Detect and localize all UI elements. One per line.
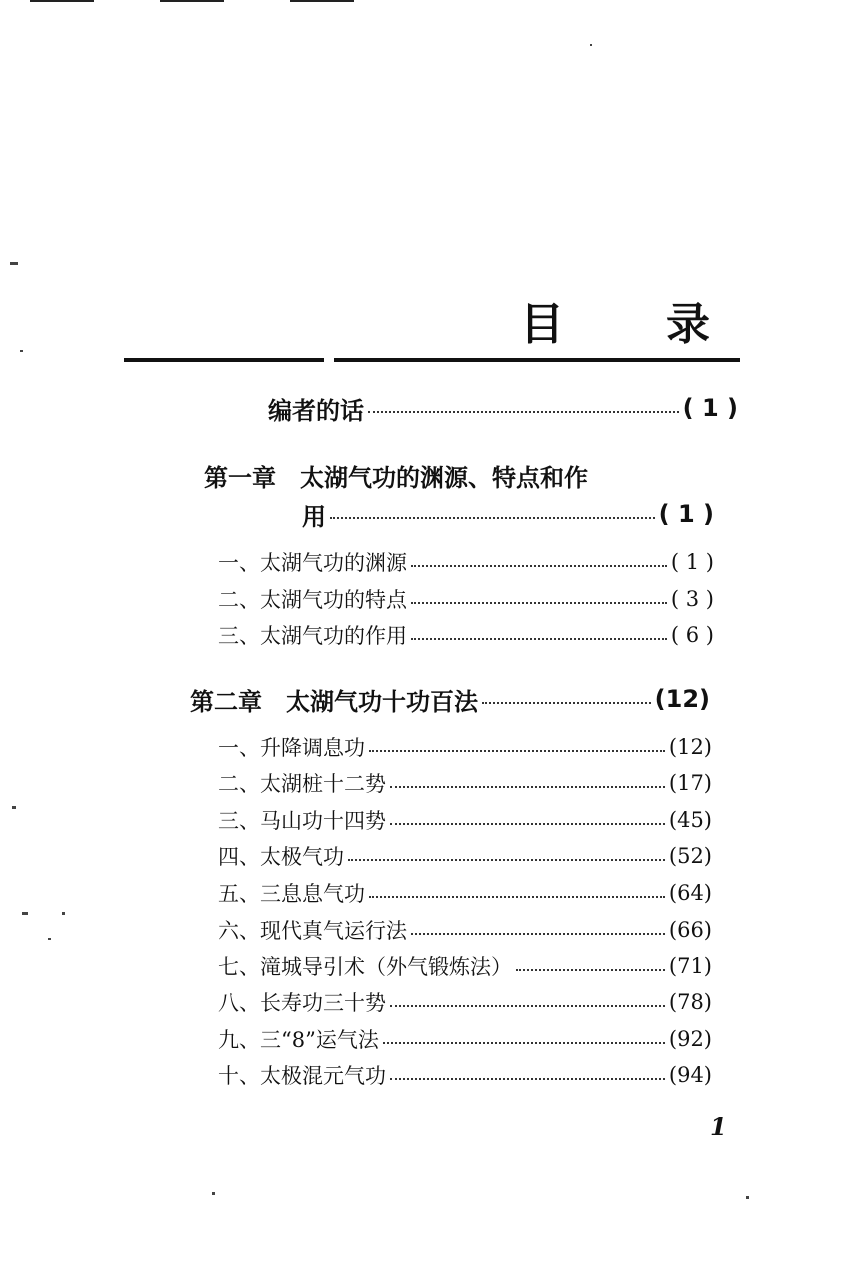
- leader-dots: [390, 1078, 665, 1080]
- title-char-1: 目: [520, 299, 564, 350]
- toc-entry: [218, 1023, 712, 1055]
- toc-entry: [218, 619, 714, 651]
- toc-label: 用: [302, 502, 326, 531]
- leader-dots: [390, 786, 665, 788]
- leader-dots: [369, 750, 665, 752]
- toc-label: 一、升降调息功: [218, 736, 365, 760]
- toc-label: 十、太极混元气功: [218, 1064, 386, 1088]
- leader-dots: [411, 933, 665, 935]
- toc-entry: [218, 877, 712, 909]
- toc-label: 编者的话: [268, 396, 364, 425]
- toc-page: ( 3 ): [670, 587, 714, 611]
- leader-dots: [390, 1005, 665, 1007]
- toc-label: 九、三“8”运气法: [218, 1028, 379, 1052]
- page-number: 1: [710, 1112, 727, 1141]
- scan-speck: [20, 350, 23, 352]
- top-rule-fragment: [290, 0, 354, 2]
- toc-entry: [218, 1059, 712, 1091]
- toc-label: 六、现代真气运行法: [218, 919, 407, 943]
- toc-page: (12): [654, 685, 710, 713]
- leader-dots: [482, 702, 651, 704]
- toc-page: (71): [668, 954, 712, 978]
- toc-entry: [218, 986, 712, 1018]
- toc-entry: [218, 583, 714, 615]
- scan-speck: [12, 806, 16, 809]
- toc-label: 八、长寿功三十势: [218, 991, 386, 1015]
- toc-page: (12): [668, 735, 712, 759]
- toc-page: ( 1 ): [670, 550, 714, 574]
- scan-speck: [590, 44, 592, 46]
- toc-page: ( 6 ): [670, 623, 714, 647]
- toc-label: 五、三息息气功: [218, 882, 365, 906]
- leader-dots: [411, 602, 667, 604]
- toc-label: 二、太湖气功的特点: [218, 588, 407, 612]
- title-char-2: 录: [666, 299, 710, 350]
- toc-label: 四、太极气功: [218, 845, 344, 869]
- toc-entry: [218, 840, 712, 872]
- toc-entry: [218, 804, 712, 836]
- toc-page: (45): [668, 808, 712, 832]
- title-rule: [124, 358, 740, 362]
- leader-dots: [383, 1042, 665, 1044]
- leader-dots: [369, 896, 665, 898]
- page-title: [520, 288, 710, 348]
- toc-page: ( 1 ): [682, 394, 738, 422]
- scan-speck: [10, 262, 18, 265]
- toc-entry-preface: [268, 392, 738, 424]
- chapter-2-title: 第二章 太湖气功十功百法: [190, 687, 478, 716]
- leader-dots: [368, 411, 679, 413]
- top-rule-fragment: [30, 0, 94, 2]
- scan-speck: [48, 938, 51, 940]
- scan-speck: [22, 912, 28, 915]
- toc-entry: [218, 914, 712, 946]
- toc-page: (92): [668, 1027, 712, 1051]
- toc-entry: [218, 767, 712, 799]
- toc-page: ( 1 ): [658, 500, 714, 528]
- scan-speck: [212, 1192, 215, 1195]
- leader-dots: [516, 969, 665, 971]
- toc-label: 七、滝城导引术（外气锻炼法）: [218, 955, 512, 979]
- leader-dots: [330, 517, 655, 519]
- toc-page: (66): [668, 918, 712, 942]
- toc-entry: [218, 546, 714, 578]
- toc-page: (64): [668, 881, 712, 905]
- toc-entry-chapter-1: [302, 498, 714, 530]
- toc-label: 三、马山功十四势: [218, 809, 386, 833]
- toc-entry-chapter-2: [190, 683, 710, 715]
- toc-page: (17): [668, 771, 712, 795]
- scan-speck: [62, 912, 65, 915]
- toc-page: (52): [668, 844, 712, 868]
- leader-dots: [411, 565, 667, 567]
- toc-label: 二、太湖桩十二势: [218, 772, 386, 796]
- toc-page: (94): [668, 1063, 712, 1087]
- top-rule-fragment: [160, 0, 224, 2]
- leader-dots: [390, 823, 665, 825]
- leader-dots: [348, 859, 665, 861]
- toc-page: (78): [668, 990, 712, 1014]
- toc-label: 一、太湖气功的渊源: [218, 551, 407, 575]
- toc-entry: [218, 950, 712, 982]
- chapter-1-title: 第一章 太湖气功的渊源、特点和作: [204, 464, 588, 492]
- leader-dots: [411, 638, 667, 640]
- toc-label: 三、太湖气功的作用: [218, 624, 407, 648]
- toc-entry: [218, 731, 712, 763]
- scan-speck: [746, 1196, 749, 1199]
